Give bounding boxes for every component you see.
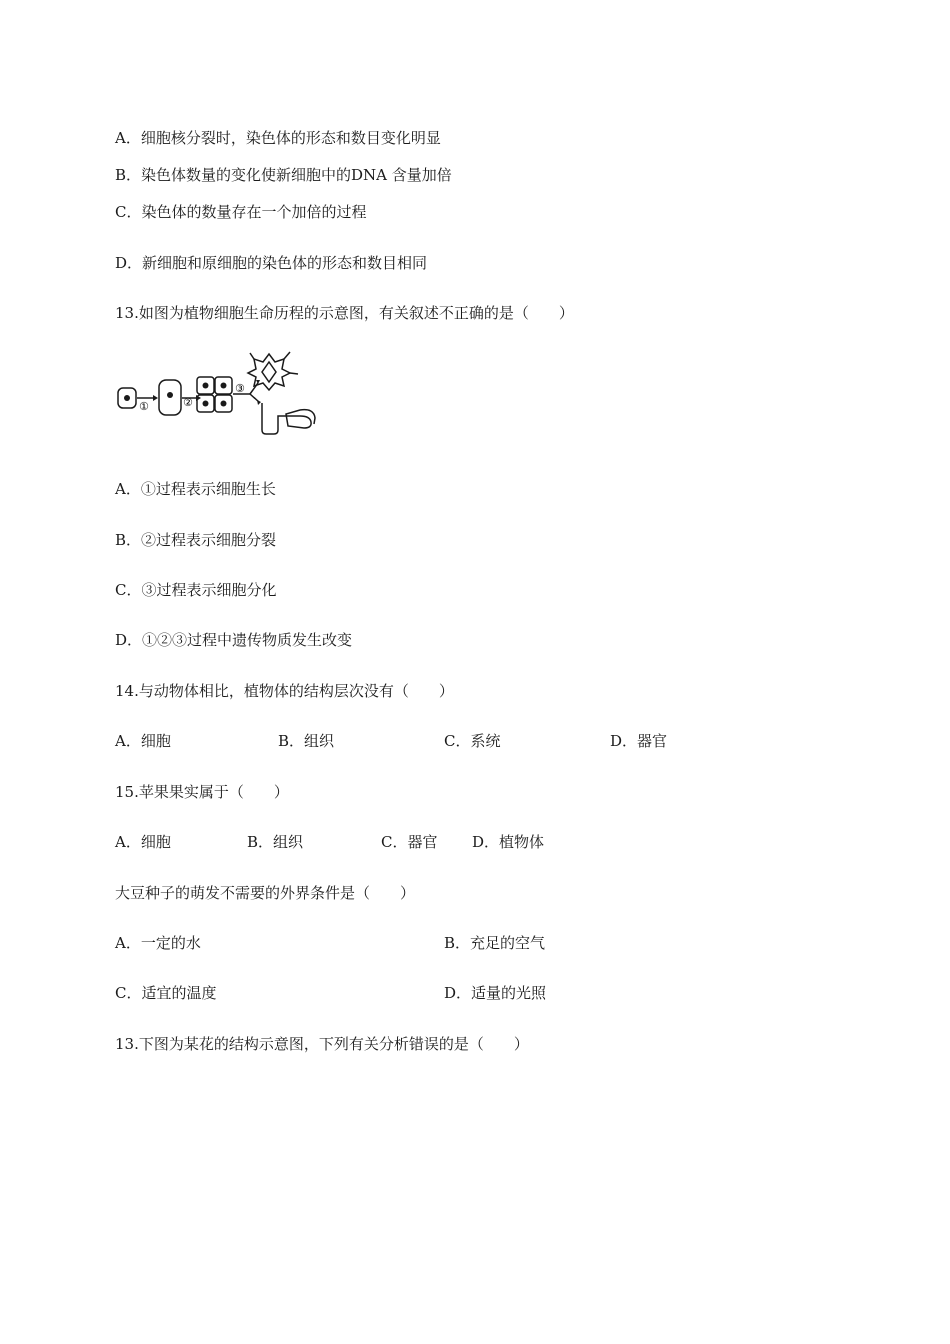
q16-stem: 大豆种子的萌发不需要的外界条件是（ ）: [115, 884, 416, 902]
nucleus: [203, 383, 209, 389]
q14-option-b: B．组织: [278, 732, 335, 750]
step-2-label: ②: [183, 396, 193, 409]
q15-option-c: C．器官: [381, 833, 438, 851]
q16-option-d: D．适量的光照: [444, 984, 547, 1002]
nucleus: [221, 401, 227, 407]
q12-option-c: C．染色体的数量存在一个加倍的过程: [115, 203, 367, 221]
q13-option-a: A．①过程表示细胞生长: [115, 480, 276, 498]
step-1-label: ①: [139, 400, 149, 413]
q12-option-b: B．染色体数量的变化使新细胞中的DNA 含量加倍: [115, 166, 452, 184]
q14-stem: 14.与动物体相比，植物体的结构层次没有（ ）: [115, 682, 454, 700]
q17-stem: 13.下图为某花的结构示意图，下列有关分析错误的是（ ）: [115, 1035, 529, 1053]
elongated-cell: [262, 403, 315, 434]
q12-option-d: D．新细胞和原细胞的染色体的形态和数目相同: [115, 254, 428, 272]
q15-option-d: D．植物体: [472, 833, 545, 851]
q14-option-c: C．系统: [444, 732, 501, 750]
q15-option-a: A．细胞: [115, 833, 171, 851]
q15-stem: 15.苹果果实属于（ ）: [115, 783, 289, 801]
q13-option-b: B．②过程表示细胞分裂: [115, 531, 277, 549]
q14-option-d: D．器官: [610, 732, 668, 750]
q13-option-d: D．①②③过程中遗传物质发生改变: [115, 631, 353, 649]
q12-option-a: A．细胞核分裂时，染色体的形态和数目变化明显: [115, 129, 441, 147]
q13-option-c: C．③过程表示细胞分化: [115, 581, 277, 599]
step-3-label: ③: [235, 382, 245, 395]
plant-cell-life-cycle-diagram: [112, 350, 322, 436]
nucleus: [221, 383, 227, 389]
q16-option-a: A．一定的水: [115, 934, 201, 952]
nucleus: [167, 392, 173, 398]
q14-option-a: A．细胞: [115, 732, 171, 750]
q13-stem: 13.如图为植物细胞生命历程的示意图，有关叙述不正确的是（ ）: [115, 304, 574, 322]
star-shaped-cell: [248, 352, 298, 390]
nucleus: [124, 395, 130, 401]
q16-option-b: B．充足的空气: [444, 934, 546, 952]
nucleus: [203, 401, 209, 407]
q16-option-c: C．适宜的温度: [115, 984, 217, 1002]
q15-option-b: B．组织: [247, 833, 304, 851]
